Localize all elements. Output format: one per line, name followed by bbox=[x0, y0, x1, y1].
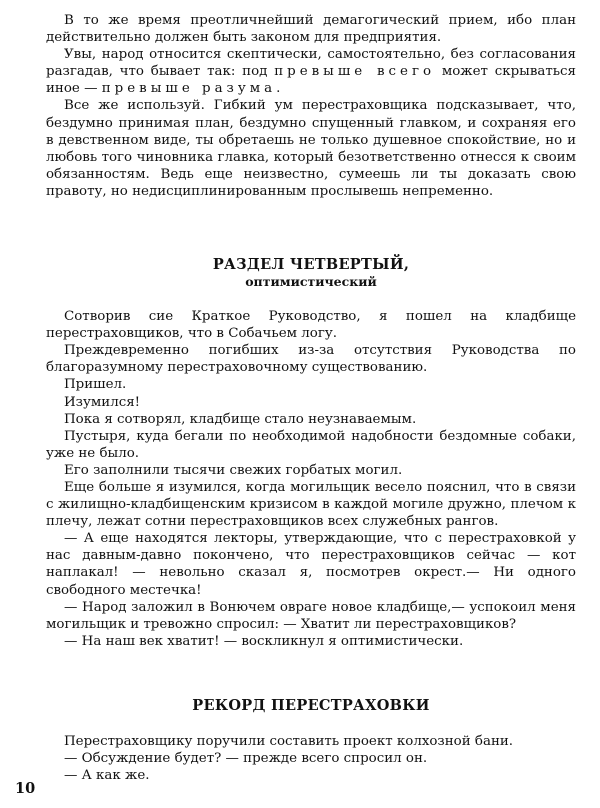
text-run: может скрываться иное — bbox=[46, 64, 576, 97]
paragraph: Изумился! bbox=[64, 394, 141, 410]
text-run: . bbox=[276, 81, 281, 97]
paragraph: Пока я сотворял, кладбище стало неузнаваемым. bbox=[64, 411, 417, 427]
paragraph: Преждевременно погибших из-за отсутствия Руководства по благоразумному перестраховочному существованию. bbox=[46, 343, 576, 376]
paragraph: — А еще находятся лекторы, утверждающие, что с перестраховкой у нас давным-давно покончено, что перестраховщиков сейчас — кот наплакал! — невольно сказал я, посмотрев окрест.— Ни одного свободного местечка! bbox=[46, 531, 576, 598]
section-title: РЕКОРД ПЕРЕСТРАХОВКИ bbox=[192, 696, 430, 714]
paragraph: Перестраховщику поручили составить проект колхозной бани. bbox=[64, 733, 514, 749]
paragraph: Пришел. bbox=[64, 377, 127, 393]
paragraph: — На наш век хватит! — воскликнул я оптимистически. bbox=[64, 633, 464, 649]
page-number: 10 bbox=[15, 780, 36, 797]
spacer bbox=[46, 650, 576, 696]
spacer bbox=[46, 290, 576, 308]
section-title: РАЗДЕЛ ЧЕТВЕРТЫЙ, bbox=[212, 256, 410, 274]
paragraph: Пустыря, куда бегали по необходимой надобности бездомные собаки, уже не было. bbox=[46, 428, 576, 461]
text-run: Увы, народ относится скептически, самостоятельно, без согласования разгадав, что бывает так: под bbox=[46, 47, 576, 80]
paragraph bbox=[46, 46, 576, 97]
paragraph: — А как же. bbox=[64, 768, 150, 784]
spacer bbox=[46, 715, 576, 733]
spacer bbox=[46, 200, 576, 255]
paragraph: — Обсуждение будет? — прежде всего спросил он. bbox=[64, 751, 428, 766]
paragraph: В то же время преотличнейший демагогический прием, ибо план действительно должен быть законом для предприятия. bbox=[46, 13, 576, 46]
book-page bbox=[46, 12, 576, 784]
paragraph: Его заполнили тысячи свежих горбатых могил. bbox=[64, 462, 403, 478]
spaced-emphasis: превыше всего bbox=[274, 64, 436, 80]
paragraph: Все же используй. Гибкий ум перестраховщика подсказывает, что, бездумно принимая план, бездумно спущенный главком, и сохраняя его в девственном виде, ты обретаешь не только душевное спокойствие, но и любовь того чиновника главка, который безответственно отнесся к своим обязанностям. Ведь еще неизвестно, сумеешь ли ты доказать свою правоту, но недисциплинированным прослывешь непременно. bbox=[46, 98, 576, 199]
section-subtitle: оптимистический bbox=[245, 274, 377, 290]
paragraph: Сотворив сие Краткое Руководство, я пошел на кладбище перестраховщиков, что в Собачьем логу. bbox=[46, 309, 576, 342]
paragraph: — Народ заложил в Вонючем овраге новое кладбище,— успокоил меня могильщик и тревожно спросил: — Хватит ли перестраховщиков? bbox=[46, 599, 576, 632]
spaced-emphasis: превыше разума bbox=[101, 81, 277, 97]
paragraph: Еще больше я изумился, когда могильщик весело пояснил, что в связи с жилищно-кладбищенским кризисом в каждой могиле дружно, плечом к плечу, лежат сотни перестраховщиков всех служебных рангов. bbox=[46, 479, 576, 530]
